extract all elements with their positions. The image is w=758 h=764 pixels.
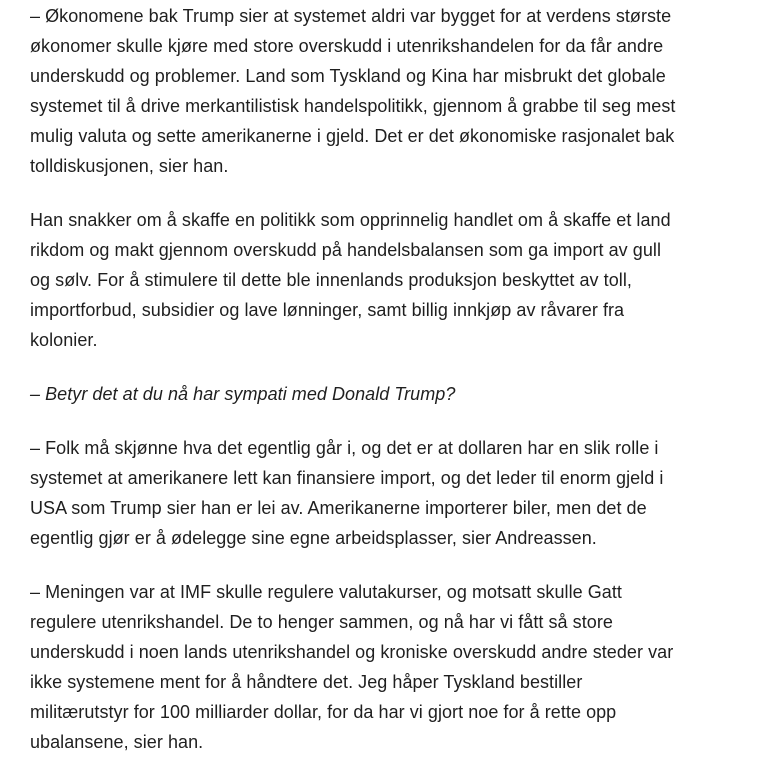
text-line: ubalansene, sier han. bbox=[30, 732, 204, 752]
text-line: – Folk må skjønne hva det egentlig går i, og det er at dollaren har en slik rolle i bbox=[30, 438, 659, 458]
text-line: kolonier. bbox=[30, 330, 98, 350]
paragraph-1 bbox=[30, 1, 738, 181]
text-line: Han snakker om å skaffe en politikk som opprinnelig handlet om å skaffe et land bbox=[30, 210, 671, 230]
text-line: regulere utenrikshandel. De to henger sammen, og nå har vi fått så store bbox=[30, 612, 613, 632]
text-line: rikdom og makt gjennom overskudd på handelsbalansen som ga import av gull bbox=[30, 240, 661, 260]
text-line: militærutstyr for 100 milliarder dollar, for da har vi gjort noe for å rette opp bbox=[30, 702, 617, 722]
text-line: tolldiskusjonen, sier han. bbox=[30, 156, 229, 176]
text-line: mulig valuta og sette amerikanerne i gjeld. Det er det økonomiske rasjonalet bak bbox=[30, 126, 675, 146]
text-line: – Økonomene bak Trump sier at systemet aldri var bygget for at verdens største bbox=[30, 6, 672, 26]
text-line: egentlig gjør er å ødelegge sine egne arbeidsplasser, sier Andreassen. bbox=[30, 528, 597, 548]
text-line: ikke systemene ment for å håndtere det. Jeg håper Tyskland bestiller bbox=[30, 672, 583, 692]
text-line: økonomer skulle kjøre med store overskudd i utenrikshandelen for da får andre bbox=[30, 36, 664, 56]
text-line: importforbud, subsidier og lave lønninger, samt billig innkjøp av råvarer fra bbox=[30, 300, 625, 320]
text-line: underskudd i noen lands utenrikshandel og kroniske overskudd andre steder var bbox=[30, 642, 674, 662]
paragraph-5 bbox=[30, 577, 738, 757]
text-line: – Betyr det at du nå har sympati med Donald Trump? bbox=[30, 384, 456, 404]
text-line: systemet til å drive merkantilistisk handelspolitikk, gjennom å grabbe til seg mest bbox=[30, 96, 676, 116]
text-line: systemet at amerikanere lett kan finansiere import, og det leder til enorm gjeld i bbox=[30, 468, 664, 488]
paragraph-2 bbox=[30, 205, 738, 355]
text-line: – Meningen var at IMF skulle regulere valutakurser, og motsatt skulle Gatt bbox=[30, 582, 622, 602]
text-line: underskudd og problemer. Land som Tyskland og Kina har misbrukt det globale bbox=[30, 66, 666, 86]
text-line: og sølv. For å stimulere til dette ble innenlands produksjon beskyttet av toll, bbox=[30, 270, 632, 290]
paragraph-4 bbox=[30, 433, 738, 553]
interview-question bbox=[30, 379, 738, 409]
text-line: USA som Trump sier han er lei av. Amerikanerne importerer biler, men det de bbox=[30, 498, 647, 518]
